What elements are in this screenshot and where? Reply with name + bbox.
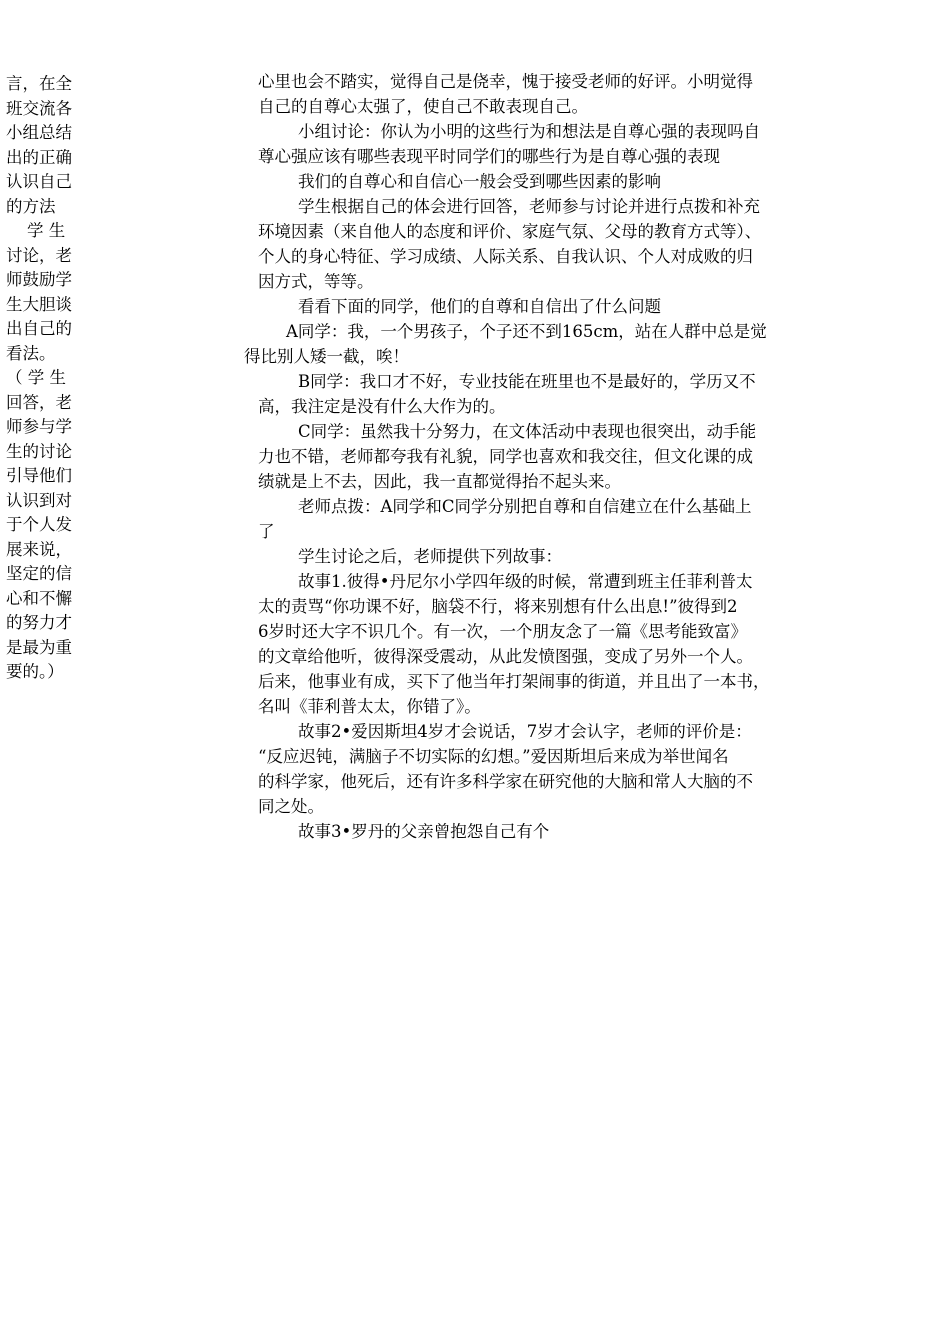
margin-note-line: 的努力才 [6, 613, 72, 632]
margin-note-line: 坚定的信 [6, 564, 72, 583]
body-text-line: B同学：我口才不好，专业技能在班里也不是最好的，学历又不 [298, 372, 756, 391]
body-text-line: 的科学家，他死后，还有许多科学家在研究他的大脑和常人大脑的不 [258, 772, 753, 791]
margin-note-line: 要的。） [6, 662, 64, 681]
main-text-column [244, 69, 858, 844]
body-text-line: 了 [258, 522, 275, 541]
margin-note-line: 讨论，老 [6, 245, 72, 265]
body-text-line: 后来，他事业有成，买下了他当年打架闹事的街道，并且出了一本书， [258, 672, 770, 691]
margin-note-line: 心和不懈 [6, 588, 72, 608]
body-text-line: 故事3•罗丹的父亲曾抱怨自己有个 [298, 822, 550, 841]
margin-note-line: 师鼓励学 [6, 270, 72, 289]
margin-notes-column [6, 72, 88, 685]
body-text-line: 环境因素（来自他人的态度和评价、家庭气氛、父母的教育方式等）、 [258, 222, 762, 241]
body-text-line: 我们的自尊心和自信心一般会受到哪些因素的影响 [298, 172, 661, 191]
body-text-line: 6岁时还大字不识几个。有一次，一个朋友念了一篇《思考能致富》 [258, 622, 747, 641]
body-text-line: 因方式，等等。 [258, 272, 374, 291]
body-text-line: 绩就是上不去，因此，我一直都觉得抬不起头来。 [258, 472, 621, 491]
body-text-line: 得比别人矮一截，唉！ [244, 347, 409, 366]
margin-note-line: 出自己的 [6, 319, 72, 338]
body-text-line: 心里也会不踏实，觉得自己是侥幸，愧于接受老师的好评。小明觉得 [258, 72, 753, 91]
body-text-line: C同学：虽然我十分努力，在文体活动中表现也很突出，动手能 [298, 422, 757, 441]
body-text-line: 高，我注定是没有什么大作为的。 [258, 397, 506, 416]
margin-note-line: 展来说， [6, 539, 72, 559]
margin-note-line: 回答，老 [6, 392, 72, 412]
margin-note-line: 认识自己 [6, 172, 72, 191]
body-text-line: 自己的自尊心太强了，使自己不敢表现自己。 [258, 97, 588, 116]
body-text-line: “反应迟钝，满脑子不切实际的幻想。”爱因斯坦后来成为举世闻名 [258, 747, 729, 766]
margin-note-line: 出的正确 [6, 147, 72, 167]
body-text-line: 学生根据自己的体会进行回答，老师参与讨论并进行点拨和补充 [298, 197, 760, 216]
margin-note-line: 引导他们 [6, 466, 72, 485]
margin-note-line: 班交流各 [6, 98, 72, 118]
body-text-line: 名叫《菲利普太太，你错了》。 [258, 697, 481, 716]
margin-note-line: 生的讨论 [6, 441, 72, 461]
body-text-line: 小组讨论：你认为小明的这些行为和想法是自尊心强的表现吗自 [298, 122, 760, 141]
margin-note-line: 看法。 [6, 343, 56, 363]
margin-note-line: 小组总结 [6, 123, 72, 142]
body-text-line: 同之处。 [258, 797, 324, 816]
margin-note-line: 认识到对 [6, 490, 72, 510]
margin-note-line: 是最为重 [6, 637, 72, 657]
body-text-line: 的文章给他听，彼得深受震动，从此发愤图强，变成了另外一个人。 [258, 647, 753, 666]
body-text-line: 太的责骂“你功课不好，脑袋不行，将来别想有什么出息!”彼得到2 [258, 597, 738, 616]
margin-note-line: 师参与学 [6, 417, 72, 436]
margin-note-line: 言，在全 [6, 74, 72, 93]
body-text-line: 力也不错，老师都夸我有礼貌，同学也喜欢和我交往，但文化课的成 [258, 447, 753, 466]
margin-note-line: （ 学 生 [6, 368, 66, 387]
margin-note-line: 学 生 [6, 221, 66, 240]
margin-note-line: 于个人发 [6, 515, 72, 534]
body-text-line: 学生讨论之后，老师提供下列故事： [298, 547, 562, 566]
body-text-line: 看看下面的同学，他们的自尊和自信出了什么问题 [298, 297, 661, 316]
body-text-line: 老师点拨：A同学和C同学分别把自尊和自信建立在什么基础上 [298, 497, 752, 516]
body-text-line: 个人的身心特征、学习成绩、人际关系、自我认识、个人对成败的归 [258, 247, 753, 266]
body-text-line: 故事2•爱因斯坦4岁才会说话，7岁才会认字，老师的评价是： [298, 722, 752, 741]
body-text-line: A同学：我，一个男孩子，个子还不到165cm，站在人群中总是觉 [286, 322, 767, 341]
body-text-line: 故事1.彼得•丹尼尔小学四年级的时候，常遭到班主任菲利普太 [298, 572, 753, 591]
margin-note-line: 生大胆谈 [6, 294, 72, 314]
margin-note-line: 的方法 [6, 196, 56, 216]
body-text-line: 尊心强应该有哪些表现平时同学们的哪些行为是自尊心强的表现 [258, 147, 720, 166]
